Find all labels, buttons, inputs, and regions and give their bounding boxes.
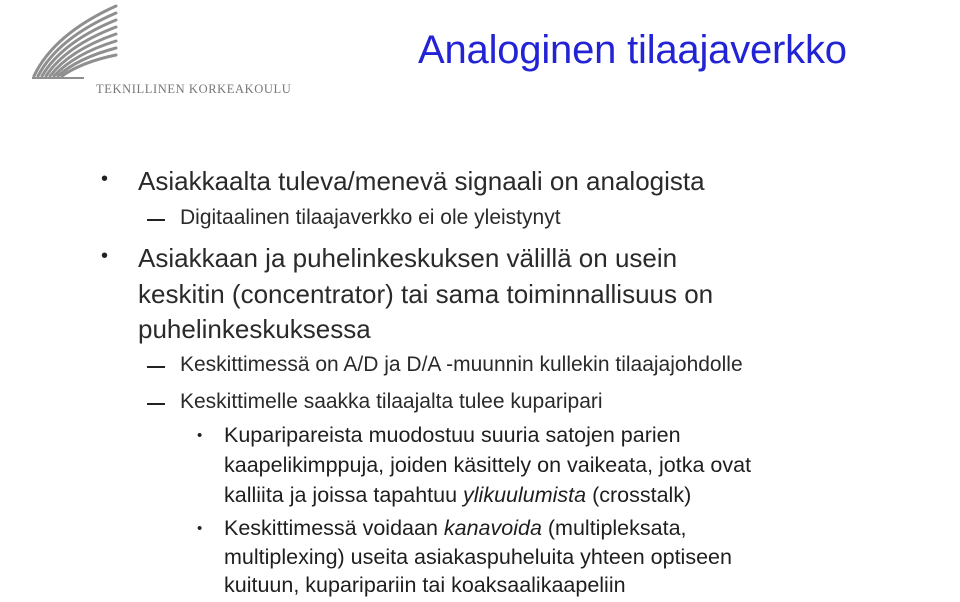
dash-bullet (147, 366, 165, 368)
slide-title: Analoginen tilaajaverkko (418, 28, 847, 72)
emphasis-text: ylikuulumista (463, 483, 587, 507)
sub-sub-bullet-text: Kuparipareista muodostuu suuria satojen parien (224, 423, 681, 447)
sub-sub-bullet-text (224, 516, 687, 541)
tkk-logo-icon (24, 4, 124, 84)
text-run: (crosstalk) (586, 483, 692, 507)
sub-sub-bullet-text: kuituun, kuparipariin tai koaksaalikaapeliin (224, 573, 626, 597)
text-run: Keskittimessä voidaan (224, 516, 444, 540)
bullet-text: puhelinkeskuksessa (138, 314, 371, 344)
sub-bullet-text: Keskittimelle saakka tilaajalta tulee kuparipari (180, 390, 603, 413)
bullet-dot: • (101, 168, 109, 190)
dash-bullet (147, 403, 165, 405)
text-run: (multipleksata, (541, 516, 687, 540)
sub-sub-bullet-text: multiplexing) useita asiakaspuheluita yhteen optiseen (224, 545, 732, 569)
small-bullet-dot: • (197, 520, 203, 537)
sub-sub-bullet-text: kaapelikimppuja, joiden käsittely on vaikeata, jotka ovat (224, 453, 752, 477)
bullet-text: Asiakkaan ja puhelinkeskuksen välillä on usein (138, 243, 678, 273)
bullet-text: keskitin (concentrator) tai sama toiminnallisuus on (138, 279, 714, 309)
dash-bullet (147, 219, 165, 221)
sub-bullet-text: Keskittimessä on A/D ja D/A -muunnin kullekin tilaajajohdolle (180, 353, 743, 376)
sub-bullet-text: Digitaalinen tilaajaverkko ei ole yleistynyt (180, 206, 561, 229)
bullet-text: Asiakkaalta tuleva/menevä signaali on analogista (138, 166, 705, 196)
bullet-dot: • (101, 245, 109, 267)
emphasis-text: kanavoida (443, 516, 542, 540)
sub-sub-bullet-text (224, 483, 691, 508)
logo-text: TEKNILLINEN KORKEAKOULU (96, 82, 292, 96)
logo (24, 4, 294, 96)
small-bullet-dot: • (197, 427, 203, 444)
text-run: kalliita ja joissa tapahtuu (224, 483, 464, 507)
